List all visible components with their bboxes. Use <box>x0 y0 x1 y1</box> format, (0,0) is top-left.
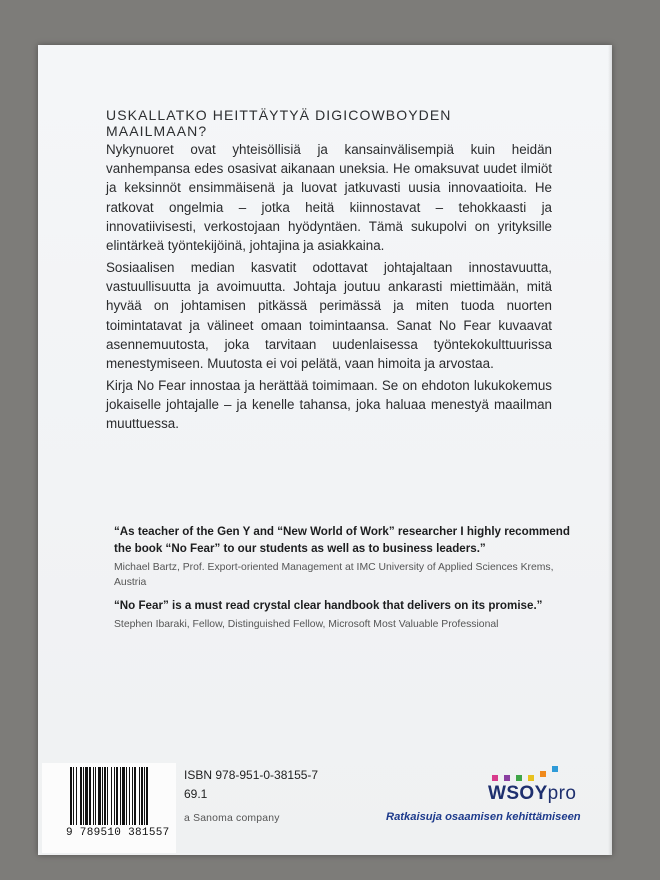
logo-square <box>528 775 534 781</box>
barcode-digits: 9 789510 381557 <box>66 827 170 839</box>
blurb-paragraph-1: Nykynuoret ovat yhteisöllisiä ja kansainvälisempiä kuin heidän vanhempansa edes osasivat aikanaan uneksia. He omaksuvat uudet ilmiöt ja keksinnöt ensimmäisenä ja luovat jatkuvasti uusia innovaatioita. He ratkovat ongelmia – jotka heitä kiinnostavat – tehokkaasti ja innovatiivisesti, verkostojaan hyödyntäen. Tämä sukupolvi on yrityksille elintärkeä työntekijöinä, johtajina ja asiakkaina. <box>106 142 552 254</box>
endorsement-quote-1 <box>114 523 584 590</box>
logo-square <box>540 771 546 777</box>
book-back-cover <box>38 45 612 855</box>
barcode-bars <box>70 767 174 825</box>
publisher-logo <box>488 783 576 805</box>
barcode <box>42 763 176 853</box>
logo-square <box>552 766 558 772</box>
quote-text: “As teacher of the Gen Y and “New World of Work” researcher I highly recommend the book “No Fear” to our students as well as to business leaders.” <box>114 525 570 555</box>
quote-attribution: Stephen Ibaraki, Fellow, Distinguished Fellow, Microsoft Most Valuable Professional <box>114 619 499 630</box>
publisher-tagline: Ratkaisuja osaamisen kehittämiseen <box>386 811 581 823</box>
cover-heading: USKALLATKO HEITTÄYTYÄ DIGICOWBOYDEN MAAILMAAN? <box>106 107 452 139</box>
publisher-name: WSOY <box>488 783 548 804</box>
isbn-number: ISBN 978-951-0-38155-7 <box>184 768 319 782</box>
logo-square <box>516 775 522 781</box>
logo-square <box>492 775 498 781</box>
endorsement-quote-2 <box>114 597 584 632</box>
publisher-suffix: pro <box>547 783 577 804</box>
publisher-logo-squares <box>486 763 576 783</box>
quote-attribution: Michael Bartz, Prof. Export-oriented Management at IMC University of Applied Sciences Krems, Austria <box>114 562 554 588</box>
quote-text: “No Fear” is a must read crystal clear handbook that delivers on its promise.” <box>114 599 543 612</box>
library-classification: 69.1 <box>184 787 208 801</box>
company-note: a Sanoma company <box>184 813 280 824</box>
blurb-paragraph-3: Kirja No Fear innostaa ja herättää toimimaan. Se on ehdoton lukukokemus jokaiselle johtajalle – ja kenelle tahansa, joka haluaa menestyä maailman muuttuessa. <box>106 378 552 432</box>
logo-square <box>504 775 510 781</box>
blurb-paragraph-2: Sosiaalisen median kasvatit odottavat johtajaltaan innostavuutta, vastuullisuutta ja avoimuutta. Johtaja joutuu ankarasti miettimään, mitä hyvää on johtamisen pitkässä perimässä ja miten tuoda nuorten toimintatavat ja välineet omaan toimintaansa. Sanat No Fear kuvaavat asennemuutosta, joka tarvitaan uudenlaisessa työntekokulttuurissa menestymiseen. Muutosta ei voi pelätä, vaan himoita ja arvostaa. <box>106 260 552 372</box>
